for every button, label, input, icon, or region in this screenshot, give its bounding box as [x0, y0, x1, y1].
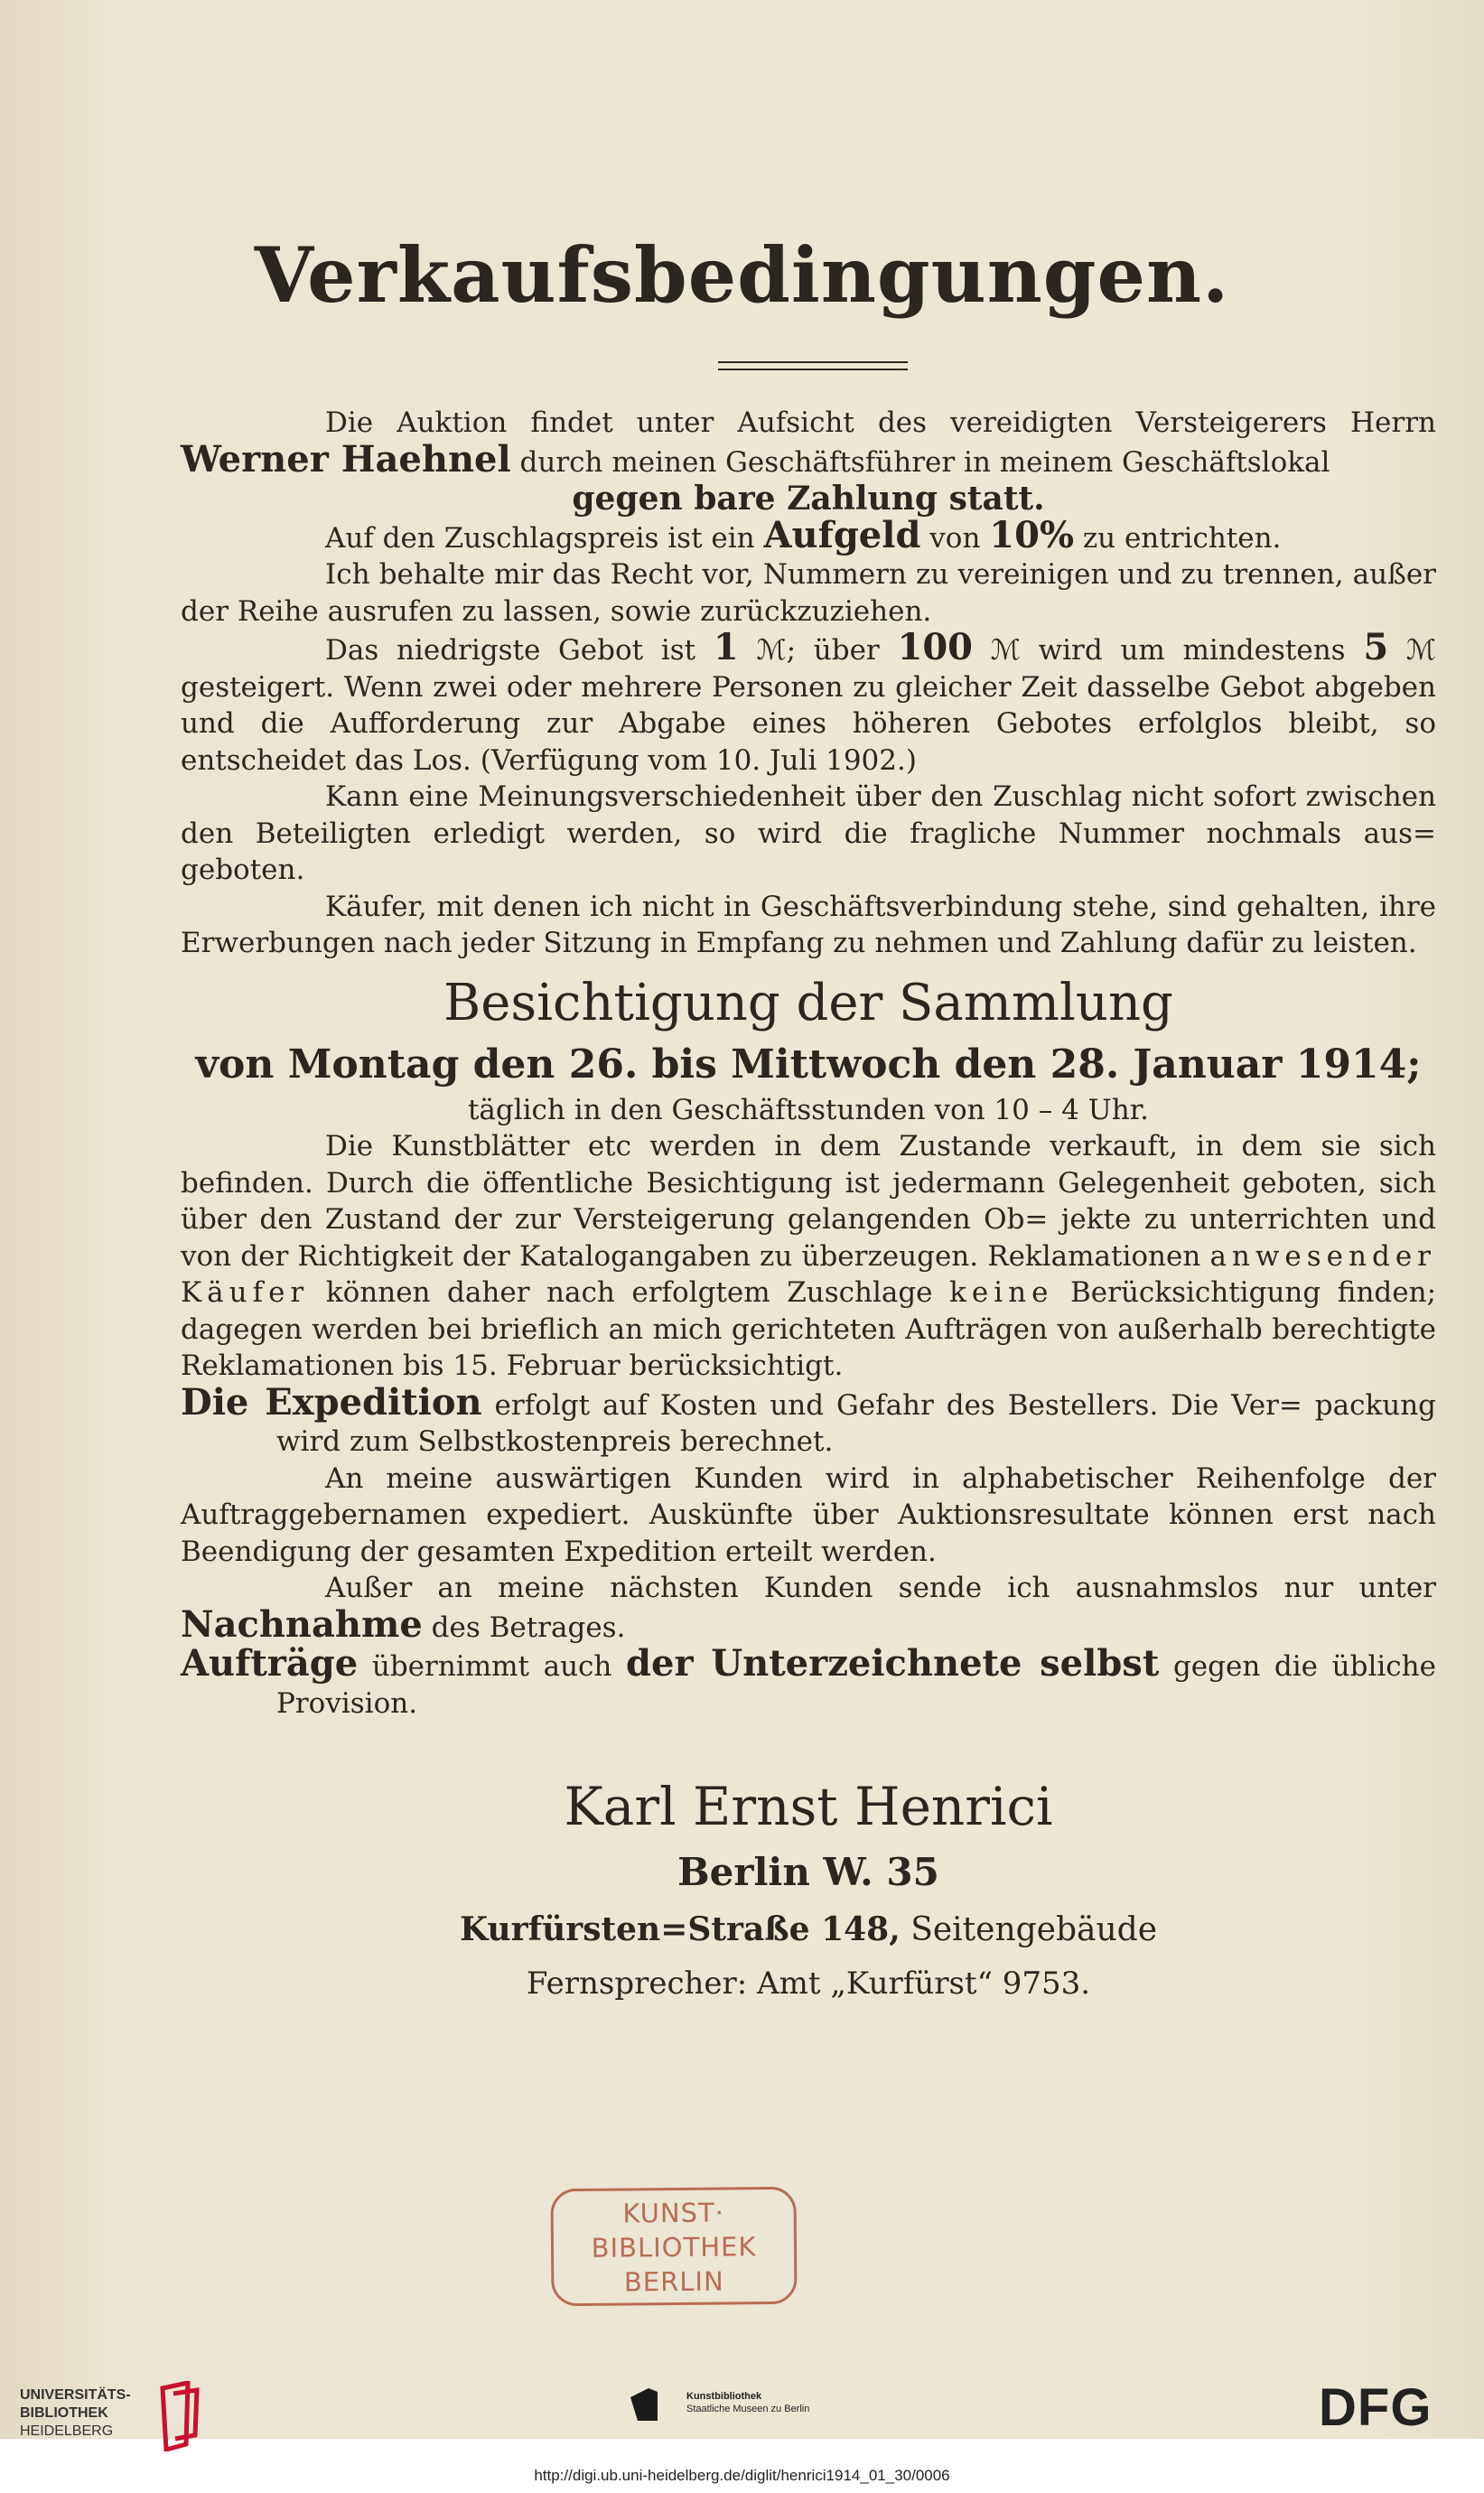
dealer-street [181, 1902, 1436, 1957]
condition-post: Berücksichtigung finden; dagegen werden bei brieflich an mich gerichteten Aufträgen von außerhalb berechtigte Reklamationen bis 15. Februar berücksichtigt. [181, 1276, 1437, 1382]
dealer-phone: Fernsprecher: Amt „Kurfürst“ 9753. [526, 1965, 1091, 2002]
bid-increment: 5 [1363, 626, 1389, 668]
condition-pre: Die Kunstblätter etc werden in dem Zustande verkauft, in dem sie sich befinden. Durch die öffentliche Besichtigung ist jedermann Gelegenheit geboten, sich über den Zustand der zur Versteigerung gelangenden Ob= jekte zu unterrichten und von der Richtigkeit der Katalogangaben zu überzeugen. Reklamationen [181, 1130, 1436, 1273]
mark-unit-3: ℳ [1405, 634, 1437, 667]
kb-line-2: Staatliche Museen zu Berlin [686, 2404, 810, 2414]
conditions-text [181, 405, 1436, 2010]
premium-pre: Auf den Zuschlagspreis ist ein [325, 521, 755, 555]
paragraph-auction [181, 405, 1436, 481]
auction-rest: durch meinen Geschäftsführer in meinem Geschäftslokal [519, 445, 1330, 479]
paragraph-buyers: Käufer, mit denen ich nicht in Geschäftsverbindung stehe, sind gehalten, ihre Erwerbungen nach jeder Sitzung in Empfang zu nehmen und Zahlung dafür zu leisten. [181, 890, 1436, 959]
library-stamp [550, 2187, 797, 2306]
kunstbibliothek-logo [630, 2385, 865, 2430]
expedition-label: Die Expedition [181, 1380, 482, 1424]
mark-unit-1: ℳ [756, 634, 787, 667]
dfg-logo: DFG [1319, 2378, 1433, 2437]
viewing-hours: täglich in den Geschäftsstunden von 10 – 4 Uhr. [467, 1093, 1150, 1126]
viewing-dates: von Montag den 26. bis Mittwoch den 28. Januar 1914; [195, 1041, 1422, 1088]
condition-spaced-2: keine [949, 1276, 1054, 1309]
stamp-line-3: BERLIN [623, 2265, 724, 2298]
cod-post: des Betrages. [431, 1611, 626, 1644]
paragraph-dispute: Kann eine Meinungsverschiedenheit über den Zuschlag nicht sofort zwischen den Beteiligten erledigt werden, so wird die fragliche Nummer nochmals aus= geboten. [181, 780, 1436, 886]
bid-pre: Das niedrigste Gebot ist [325, 634, 696, 667]
uni-line-2: BIBLIOTHEK [20, 2405, 108, 2421]
uni-line-3: HEIDELBERG [20, 2423, 114, 2439]
expedition-rest: erfolgt auf Kosten und Gefahr des Bestellers. Die Ver= packung wird zum Selbstkostenpreis berechnet. [276, 1388, 1437, 1458]
heidelberg-logo-icon [154, 2381, 208, 2451]
cash-payment-line: gegen bare Zahlung statt. [572, 480, 1045, 518]
university-library-logo [18, 2381, 212, 2480]
bid-mid2: wird um mindestens [1038, 634, 1346, 667]
dealer-street-bold: Kurfürsten=Straße 148, [459, 1910, 901, 1948]
paragraph-bidding [181, 626, 1437, 779]
commissions-label: Aufträge [181, 1642, 359, 1685]
paragraph-commissions [181, 1642, 1436, 1722]
signature-block [181, 1770, 1436, 2010]
bid-post: gesteigert. Wenn zwei oder mehrere Personen zu gleicher Zeit dasselbe Gebot abgeben und die Aufforderung zur Abgabe eines höheren Gebotes erfolglos bleibt, so entscheidet das Los. (Verfügung vom 10. Juli 1902.) [181, 670, 1436, 777]
page-title: Verkaufsbedingungen. [254, 230, 1230, 320]
paragraph-expedition [181, 1380, 1437, 1461]
paragraph-condition [181, 1128, 1436, 1385]
commissions-undersigned: der Unterzeichnete selbst [626, 1642, 1160, 1685]
cod-label: Nachnahme [181, 1602, 423, 1646]
condition-mid: können daher nach erfolgtem Zuschlage [325, 1276, 933, 1309]
bid-mid: ; über [786, 634, 880, 667]
stamp-line-2: BIBLIOTHEK [591, 2231, 757, 2264]
mark-unit-2: ℳ [990, 634, 1021, 667]
paragraph-rights: Ich behalte mir das Recht vor, Nummern zu vereinigen und zu trennen, außer der Reihe ausrufen zu lassen, sowie zurückzuziehen. [181, 558, 1436, 628]
footer-bar [0, 2439, 1484, 2493]
cod-pre: Außer an meine nächsten Kunden sende ich ausnahmslos nur unter [325, 1572, 1436, 1604]
premium-value: 10% [989, 513, 1074, 556]
dealer-city: Berlin W. 35 [677, 1850, 939, 1894]
auction-intro: Die Auktion findet unter Aufsicht des vereidigten Versteigerers Herrn [325, 406, 1436, 439]
paragraph-cod [181, 1570, 1436, 1646]
commissions-mid: übernimmt auch [371, 1650, 612, 1683]
commissions-post: gegen die übliche Provision. [276, 1650, 1436, 1720]
premium-mid: von [929, 521, 981, 555]
viewing-heading: Besichtigung der Sammlung [443, 973, 1173, 1032]
min-bid: 1 [713, 626, 739, 668]
kunstbibliothek-mark-icon [630, 2388, 658, 2421]
condition-spaced-1: anwesender Käufer [181, 1239, 1436, 1309]
premium-label: Aufgeld [763, 513, 921, 556]
source-url[interactable]: http://digi.ub.uni-heidelberg.de/diglit/henrici1914_01_30/0006 [534, 2467, 950, 2484]
kb-line-1: Kunstbibliothek [686, 2391, 762, 2402]
paragraph-shipping-order: An meine auswärtigen Kunden wird in alphabetischer Reihenfolge der Auftraggebernamen expediert. Auskünfte über Auktionsresultate können erst nach Beendigung der gesamten Expedition erteilt werden. [181, 1461, 1436, 1568]
uni-line-1: UNIVERSITÄTS- [20, 2387, 131, 2403]
paragraph-premium [181, 513, 1436, 557]
dealer-name: Karl Ernst Henrici [564, 1776, 1053, 1837]
stamp-line-1: KUNST· [622, 2197, 725, 2229]
bid-threshold: 100 [897, 626, 973, 668]
auctioneer-name: Werner Haehnel [181, 437, 511, 481]
dealer-street-rest: Seitengebäude [910, 1911, 1158, 1948]
title-double-rule [718, 361, 908, 370]
premium-post: zu entrichten. [1082, 521, 1282, 555]
